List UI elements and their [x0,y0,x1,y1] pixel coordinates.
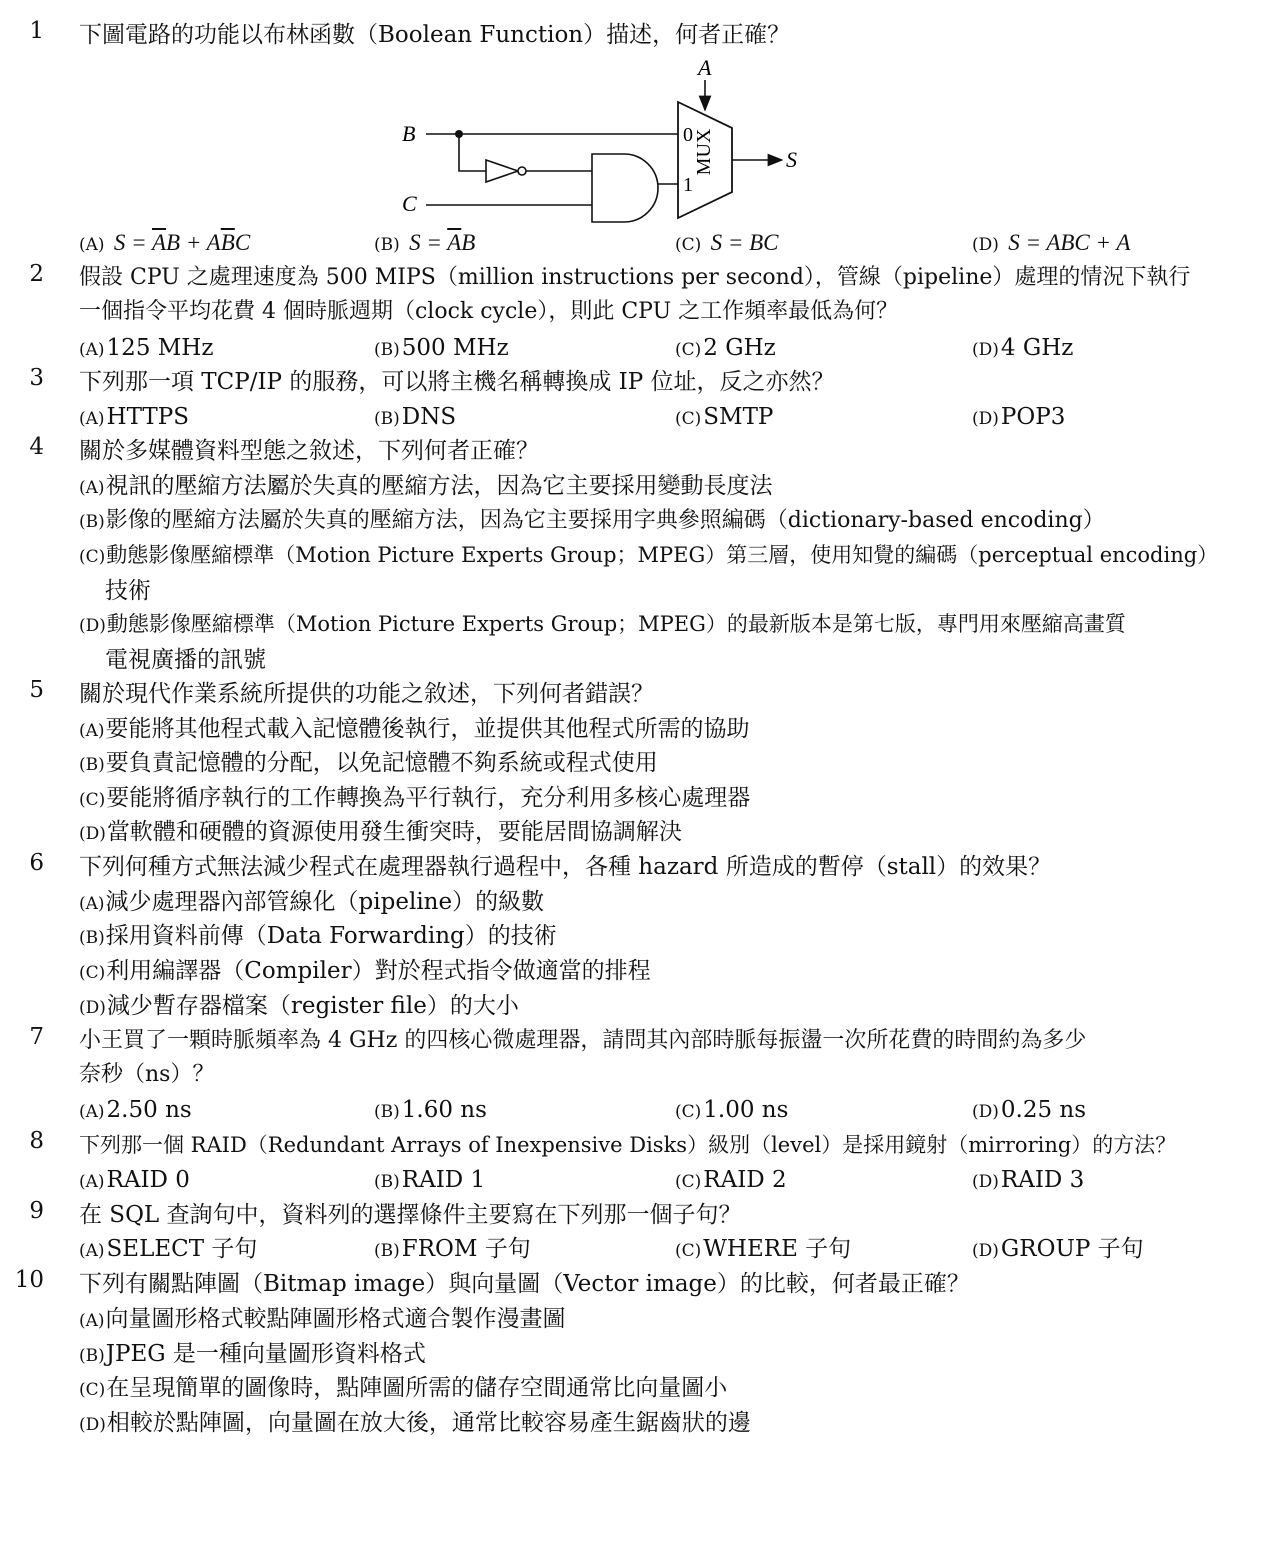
output-s-label: S [786,147,797,172]
question-text: 下圖電路的功能以布林函數（Boolean Function）描述，何者正確？ [79,22,791,48]
option-a[interactable]: (A)減少處理器內部管線化（pipeline）的級數 [79,889,545,915]
option-c[interactable]: (C) S = BC [675,230,779,255]
input-c-label: C [402,191,417,216]
not-gate [486,160,518,182]
question-text: 下列有關點陣圖（Bitmap image）與向量圖（Vector image）的比較，何者最正確？ [79,1271,970,1297]
option-c[interactable]: (C)1.00 ns [675,1097,789,1123]
option-d[interactable]: (D)動態影像壓縮標準（Motion Picture Experts Group；MPEG）的最新版本是第七版，專門用來壓縮高畫質 電視廣播的訊號 [79,612,1126,673]
mux-input-1: 1 [683,174,693,196]
and-gate [592,154,658,222]
question-text: 關於現代作業系統所提供的功能之敘述，下列何者錯誤？ [79,681,654,707]
question-text: 小王買了一顆時脈頻率為 4 GHz 的四核心微處理器，請問其內部時脈每振盪一次所花費的時間約為多少 奈秒（ns）？ [79,1028,1087,1087]
option-d[interactable]: (D)0.25 ns [972,1097,1087,1123]
question-number: 2 [29,261,44,287]
question-number: 7 [29,1024,44,1050]
option-c[interactable]: (C)要能將循序執行的工作轉換為平行執行，充分利用多核心處理器 [79,785,751,811]
question-number: 5 [29,677,44,703]
option-b[interactable]: (B)採用資料前傳（Data Forwarding）的技術 [79,923,557,949]
option-d[interactable]: (D)4 GHz [972,335,1074,361]
option-a[interactable]: (A)RAID 0 [79,1167,190,1193]
option-b[interactable]: (B) $S = \overline{A}B$ [374,230,476,255]
option-d[interactable]: (D)GROUP 子句 [972,1236,1144,1262]
question-number: 3 [29,365,44,391]
option-b[interactable]: (B)要負責記憶體的分配，以免記憶體不夠系統或程式使用 [79,750,658,776]
option-d[interactable]: (D)相較於點陣圖，向量圖在放大後，通常比較容易產生鋸齒狀的邊 [79,1410,751,1436]
option-b[interactable]: (B)500 MHz [374,335,509,361]
option-c[interactable]: (C)SMTP [675,404,774,430]
option-a[interactable]: (A)視訊的壓縮方法屬於失真的壓縮方法，因為它主要採用變動長度法 [79,473,773,499]
question-text: 下列那一個 RAID（Redundant Arrays of Inexpensive Disks）級別（level）是採用鏡射（mirroring）的方法？ [79,1133,1177,1157]
question-text: 下列何種方式無法減少程式在處理器執行過程中，各種 hazard 所造成的暫停（stall）的效果？ [79,854,1052,880]
option-c[interactable]: (C)RAID 2 [675,1167,787,1193]
question-text: 關於多媒體資料型態之敘述，下列何者正確？ [79,438,539,464]
question-7-options [79,1093,1274,1127]
question-number: 9 [29,1198,44,1224]
option-b[interactable]: (B)DNS [374,404,457,430]
question-9-options [79,1232,1274,1266]
option-c[interactable]: (C)WHERE 子句 [675,1236,852,1262]
option-d[interactable]: (D)POP3 [972,404,1066,430]
option-a[interactable]: (A)SELECT 子句 [79,1236,258,1262]
question-text: 在 SQL 查詢句中，資料列的選擇條件主要寫在下列那一個子句？ [79,1202,742,1228]
question-number: 4 [29,434,44,460]
option-a[interactable]: (A)HTTPS [79,404,189,430]
option-c[interactable]: (C)動態影像壓縮標準（Motion Picture Experts Group；MPEG）第三層，使用知覺的編碼（perceptual encoding） 技術 [79,543,1219,604]
option-b[interactable]: (B)影像的壓縮方法屬於失真的壓縮方法，因為它主要採用字典參照編碼（dictionary-based encoding） [79,508,1105,533]
question-number: 6 [29,850,44,876]
option-a[interactable]: (A)要能將其他程式載入記憶體後執行，並提供其他程式所需的協助 [79,716,750,742]
mux-circuit-diagram [380,50,820,230]
question-number: 8 [29,1128,44,1154]
branch-wire [459,134,486,171]
option-a[interactable]: (A) $S = \overline{A}B + A\overline{B}C$ [79,230,251,255]
question-text: 下列那一項 TCP/IP 的服務，可以將主機名稱轉換成 IP 位址，反之亦然？ [79,369,835,395]
mux-label: MUX [693,128,715,176]
not-gate-bubble [518,167,526,175]
option-b[interactable]: (B)JPEG 是一種向量圖形資料格式 [79,1341,426,1367]
option-c[interactable]: (C)在呈現簡單的圖像時，點陣圖所需的儲存空間通常比向量圖小 [79,1375,728,1401]
question-3-options [79,400,1274,434]
option-a[interactable]: (A)125 MHz [79,335,214,361]
option-b[interactable]: (B)FROM 子句 [374,1236,531,1262]
option-c[interactable]: (C)利用編譯器（Compiler）對於程式指令做適當的排程 [79,958,651,984]
option-d[interactable]: (D) S = ABC + A [972,230,1131,255]
question-number: 1 [29,18,44,44]
mux-input-0: 0 [683,124,693,146]
question-1-options [79,226,1274,260]
option-b[interactable]: (B)RAID 1 [374,1167,486,1193]
option-d[interactable]: (D)RAID 3 [972,1167,1085,1193]
input-b-label: B [402,121,416,146]
option-d[interactable]: (D)當軟體和硬體的資源使用發生衝突時，要能居間協調解決 [79,819,682,845]
question-text: 假設 CPU 之處理速度為 500 MIPS（million instructions per second），管線（pipeline）處理的情況下執行 一個指令平均花費 4 個時脈週期（clock cycle），則此 CPU 之工作頻率最低為何？ [79,265,1191,324]
question-2-options [79,331,1274,365]
option-a[interactable]: (A)2.50 ns [79,1097,192,1123]
option-d[interactable]: (D)減少暫存器檔案（register file）的大小 [79,993,519,1019]
question-8-options [79,1163,1274,1197]
question-number: 10 [14,1267,44,1293]
input-a-label: A [698,55,712,80]
option-c[interactable]: (C)2 GHz [675,335,776,361]
option-b[interactable]: (B)1.60 ns [374,1097,487,1123]
option-a[interactable]: (A)向量圖形格式較點陣圖形格式適合製作漫畫圖 [79,1306,566,1332]
